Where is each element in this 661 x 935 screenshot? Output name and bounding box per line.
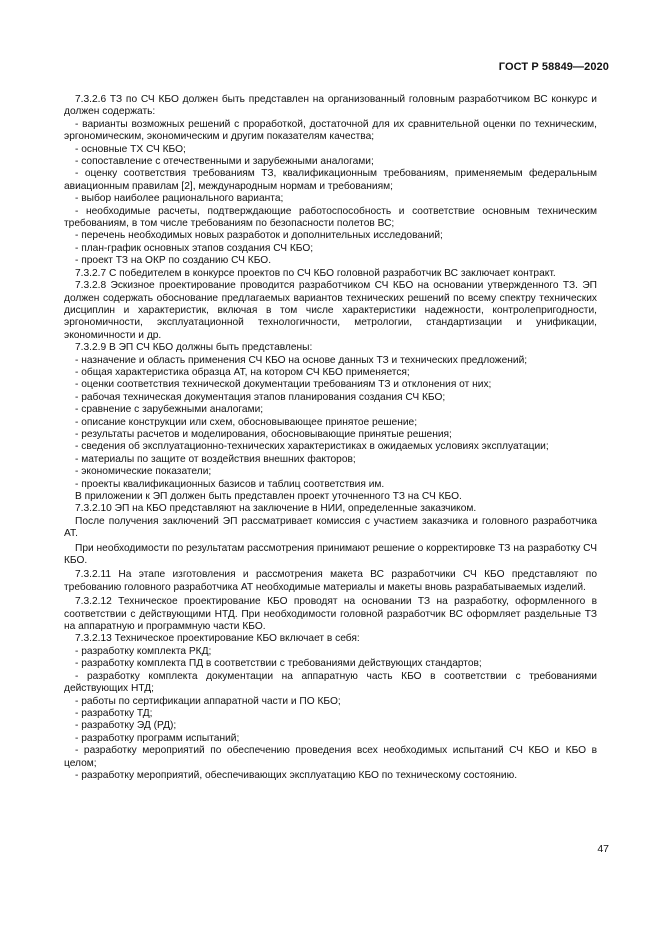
list-item: - проекты квалификационных базисов и таблиц соответствия им. [75,478,385,490]
clause-7-3-2-8: 7.3.2.8 Эскизное проектирование проводится разработчиком СЧ КБО на основании утвержденного ТЗ. ЭП должен содержать обоснование предлагаемых вариантов технических решений по всему спектру технических дисциплин и характеристик, включая в том числе характеристики надежности, контролепригодности, эргономичности, эксплуатационной технологичности, метрологии, стандартизации и унификации, экономичности и др. [64,280,597,341]
document-body [64,94,597,782]
page-number: 47 [597,843,609,855]
clause-7-3-2-6: 7.3.2.6 ТЗ по СЧ КБО должен быть представлен на организованный головным разработчиком ВС конкурс и должен содержать: [64,94,597,118]
list-item: - сравнение с зарубежными аналогами; [75,404,264,416]
list-item: - разработку мероприятий по обеспечению проведения всех необходимых испытаний СЧ КБО и КБО в целом; [64,745,597,769]
appendix-note: В приложении к ЭП должен быть представлен проект уточненного ТЗ на СЧ КБО. [75,491,462,502]
clause-7-3-2-10: 7.3.2.10 ЭП на КБО представляют на заключение в НИИ, определенные заказчиком. [75,503,477,515]
list-item: - разработку ТД; [75,707,153,719]
list-item: - проект ТЗ на ОКР по созданию СЧ КБО. [75,255,272,267]
list-item: - материалы по защите от воздействия внешних факторов; [75,453,356,465]
paragraph: После получения заключений ЭП рассматривает комиссия с участием заказчика и головного разработчика АТ. [64,515,597,540]
list-item: - оценки соответствия технической документации требованиям ТЗ и отклонения от них; [75,379,492,391]
list-item: - выбор наиболее рационального варианта; [75,193,284,205]
clause-7-3-2-9: 7.3.2.9 В ЭП СЧ КБО должны быть представлены: [75,342,313,354]
list-item: - разработку комплекта ПД в соответствии с требованиями действующих стандартов; [75,658,482,670]
list-item: - сопоставление с отечественными и зарубежными аналогами; [75,156,374,168]
list-item: - оценку соответствия требованиям ТЗ, квалификационным требованиям, применяемым федеральным авиационным правилам [2], международным нормам и требованиям; [64,168,597,192]
list-item: - необходимые расчеты, подтверждающие работоспособность и соответствие основным техническим требованиям, в том числе требованиям по безопасности полетов ВС; [64,205,597,230]
list-item: - экономические показатели; [75,466,212,478]
list-item: - план-график основных этапов создания СЧ КБО; [75,242,314,254]
list-item: - разработку комплекта РКД; [75,645,212,657]
list-item: - результаты расчетов и моделирования, обосновывающие принятые решения; [75,428,452,440]
list-item: - общая характеристика образца АТ, на котором СЧ КБО применяется; [75,366,410,378]
list-item: - разработку мероприятий, обеспечивающих эксплуатацию КБО по техническому состоянию. [75,769,518,781]
list-item: - перечень необходимых новых разработок и дополнительных исследований; [75,230,443,242]
list-item: - разработку комплекта документации на аппаратную часть КБО в соответствии с требованиями действующих НТД; [64,670,597,695]
clause-7-3-2-11: 7.3.2.11 На этапе изготовления и рассмотрения макета ВС разработчики СЧ КБО представляют по требованию головного разработчика АТ необходимые материалы и макеты вновь разрабатываемых изделий. [64,569,597,593]
standard-header: ГОСТ Р 58849—2020 [498,61,609,73]
list-item: - варианты возможных решений с проработкой, достаточной для их сравнительной оценки по техническим, эргономическим, экономическим и другим показателям качества; [64,118,597,143]
list-item: - работы по сертификации аппаратной части и ПО КБО; [75,695,341,707]
list-item: - рабочая техническая документация этапов планирования создания СЧ КБО; [75,391,446,403]
list-item: - назначение и область применения СЧ КБО на основе данных ТЗ и технических предложений; [75,354,528,366]
list-item: - разработку программ испытаний; [75,732,240,744]
list-item: - описание конструкции или схем, обосновывающее принятое решение; [75,416,418,428]
list-item: - сведения об эксплуатационно-технических характеристиках в ожидаемых условиях эксплуатации; [75,441,549,453]
clause-7-3-2-12: 7.3.2.12 Техническое проектирование КБО проводят на основании ТЗ на разработку, оформленного в соответствии с действующими НТД. При необходимости головной разработчик ВС оформляет раздельные ТЗ на аппаратную и программную части КБО. [64,596,597,633]
clause-7-3-2-7: 7.3.2.7 С победителем в конкурсе проектов по СЧ КБО головной разработчик ВС заключает контракт. [75,267,556,279]
paragraph: При необходимости по результатам рассмотрения принимают решение о корректировке ТЗ на разработку СЧ КБО. [64,542,597,567]
clause-7-3-2-13: 7.3.2.13 Техническое проектирование КБО включает в себя: [75,633,360,645]
list-item: - основные ТХ СЧ КБО; [75,143,186,155]
list-item: - разработку ЭД (РД); [75,720,177,732]
